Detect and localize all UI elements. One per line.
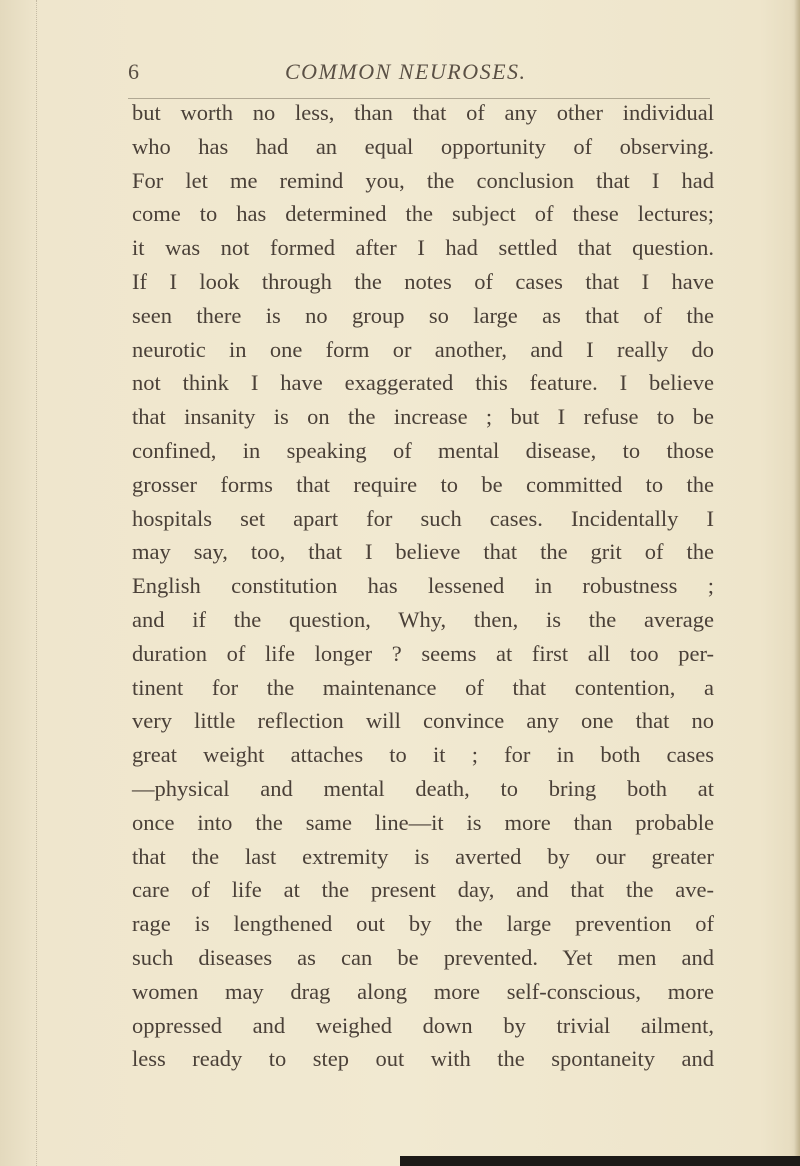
text-line: English constitution has lessened in robustness ; [132, 573, 714, 599]
text-line: come to has determined the subject of these lectures; [132, 201, 714, 227]
page-edge-shadow [794, 0, 800, 1166]
text-line: but worth no less, than that of any other individual [132, 100, 714, 125]
text-line: who has had an equal opportunity of observing. [132, 133, 714, 159]
text-line: —physical and mental death, to bring both at [132, 775, 714, 801]
text-line: great weight attaches to it ; for in both cases [132, 742, 714, 768]
text-line: rage is lengthened out by the large prevention of [132, 911, 714, 937]
text-line: once into the same line—it is more than probable [132, 809, 714, 835]
text-line: and if the question, Why, then, is the average [132, 606, 714, 632]
text-line: grosser forms that require to be committed to the [132, 471, 714, 497]
scan-border [400, 1156, 800, 1166]
text-line: very little reflection will convince any one that no [132, 708, 714, 734]
text-line: that the last extremity is averted by our greater [132, 843, 714, 869]
text-line: it was not formed after I had settled that question. [132, 235, 714, 261]
body-text [132, 96, 714, 1076]
text-line: may say, too, that I believe that the grit of the [132, 539, 714, 565]
text-line: that insanity is on the increase ; but I refuse to be [132, 404, 714, 430]
text-line: tinent for the maintenance of that contention, a [132, 674, 714, 700]
text-line: For let me remind you, the conclusion that I had [132, 167, 714, 193]
text-line: If I look through the notes of cases that I have [132, 268, 714, 294]
text-line: care of life at the present day, and that the ave- [132, 877, 714, 903]
page-number: 6 [128, 59, 139, 84]
text-line: neurotic in one form or another, and I really do [132, 336, 714, 362]
text-line: women may drag along more self-conscious, more [132, 978, 714, 1004]
text-line: seen there is no group so large as that of the [132, 302, 714, 328]
running-title: COMMON NEUROSES. [285, 59, 527, 84]
binding-edge [0, 0, 37, 1166]
text-line: oppressed and weighed down by trivial ailment, [132, 1012, 714, 1038]
text-line: confined, in speaking of mental disease, to those [132, 437, 714, 463]
text-line: duration of life longer ? seems at first all too per- [132, 640, 714, 666]
text-line: such diseases as can be prevented. Yet men and [132, 944, 714, 970]
text-line: not think I have exaggerated this feature. I believe [132, 370, 714, 396]
text-line: less ready to step out with the spontaneity and [132, 1046, 714, 1072]
text-line: hospitals set apart for such cases. Incidentally I [132, 505, 714, 531]
